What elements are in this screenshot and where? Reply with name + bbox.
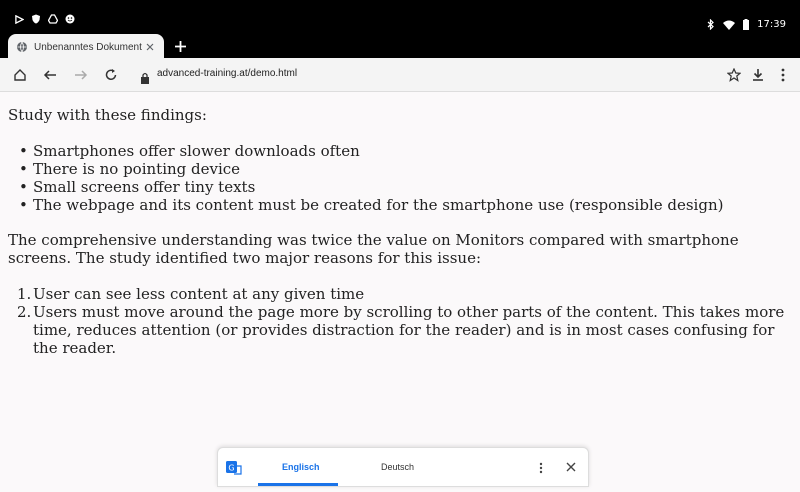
address-bar[interactable]: advanced-training.at/demo.html — [157, 68, 298, 79]
more-options-icon[interactable] — [534, 460, 548, 476]
translate-icon[interactable] — [226, 460, 242, 476]
list-item-text: Users must move around the page more by scrolling to other parts of the content. This takes more time, reduces attention (or provides distraction for the reader) and is in most cases confusing for the reader. — [33, 303, 785, 357]
list-number: 1. — [17, 285, 32, 303]
drive-icon — [48, 14, 58, 24]
study-paragraph: The comprehensive understanding was twice the value on Monitors compared with smartphone screens. The study identified two major reasons for this issue: — [8, 231, 739, 267]
translate-bar — [217, 447, 589, 487]
download-icon[interactable] — [750, 67, 766, 83]
list-item — [17, 285, 793, 303]
list-item: • The webpage and its content must be created for the smartphone use (responsible design) — [33, 196, 723, 214]
browser-toolbar — [0, 58, 800, 92]
star-icon[interactable] — [726, 67, 742, 83]
play-icon — [14, 14, 24, 24]
status-bar — [0, 0, 800, 32]
tab-german[interactable]: Deutsch — [381, 462, 415, 472]
forward-icon[interactable] — [73, 67, 89, 83]
close-icon[interactable] — [564, 460, 578, 474]
new-tab-button[interactable] — [172, 38, 188, 54]
list-item: • There is no pointing device — [33, 160, 723, 178]
tab-english[interactable]: Englisch — [282, 462, 320, 472]
globe-icon — [16, 41, 28, 53]
tab-strip — [0, 32, 800, 58]
smiley-icon — [65, 14, 75, 24]
list-item: • Smartphones offer slower downloads often — [33, 142, 723, 160]
reasons-list — [17, 285, 793, 357]
tab-active[interactable] — [8, 34, 164, 60]
battery-icon — [743, 19, 749, 30]
tab-title: Unbenanntes Dokument — [34, 41, 142, 53]
list-item: • Small screens offer tiny texts — [33, 178, 723, 196]
more-menu-icon[interactable] — [775, 67, 791, 83]
page-content — [0, 92, 800, 492]
notification-icons — [14, 14, 75, 24]
back-icon[interactable] — [42, 67, 58, 83]
wifi-icon — [723, 20, 735, 30]
list-number: 2. — [17, 303, 32, 321]
list-item-text: User can see less content at any given time — [33, 285, 365, 303]
home-icon[interactable] — [12, 67, 28, 83]
clock: 17:39 — [757, 19, 786, 30]
close-icon[interactable] — [144, 41, 156, 53]
svg-text:G: G — [228, 463, 235, 473]
lock-icon[interactable] — [140, 69, 150, 81]
system-tray — [707, 19, 786, 30]
intro-text: Study with these findings: — [8, 106, 207, 124]
list-item — [17, 303, 793, 357]
reload-icon[interactable] — [103, 67, 119, 83]
findings-list — [33, 142, 723, 214]
shield-icon — [31, 14, 41, 24]
active-tab-indicator — [258, 483, 338, 486]
bluetooth-icon — [707, 19, 715, 30]
